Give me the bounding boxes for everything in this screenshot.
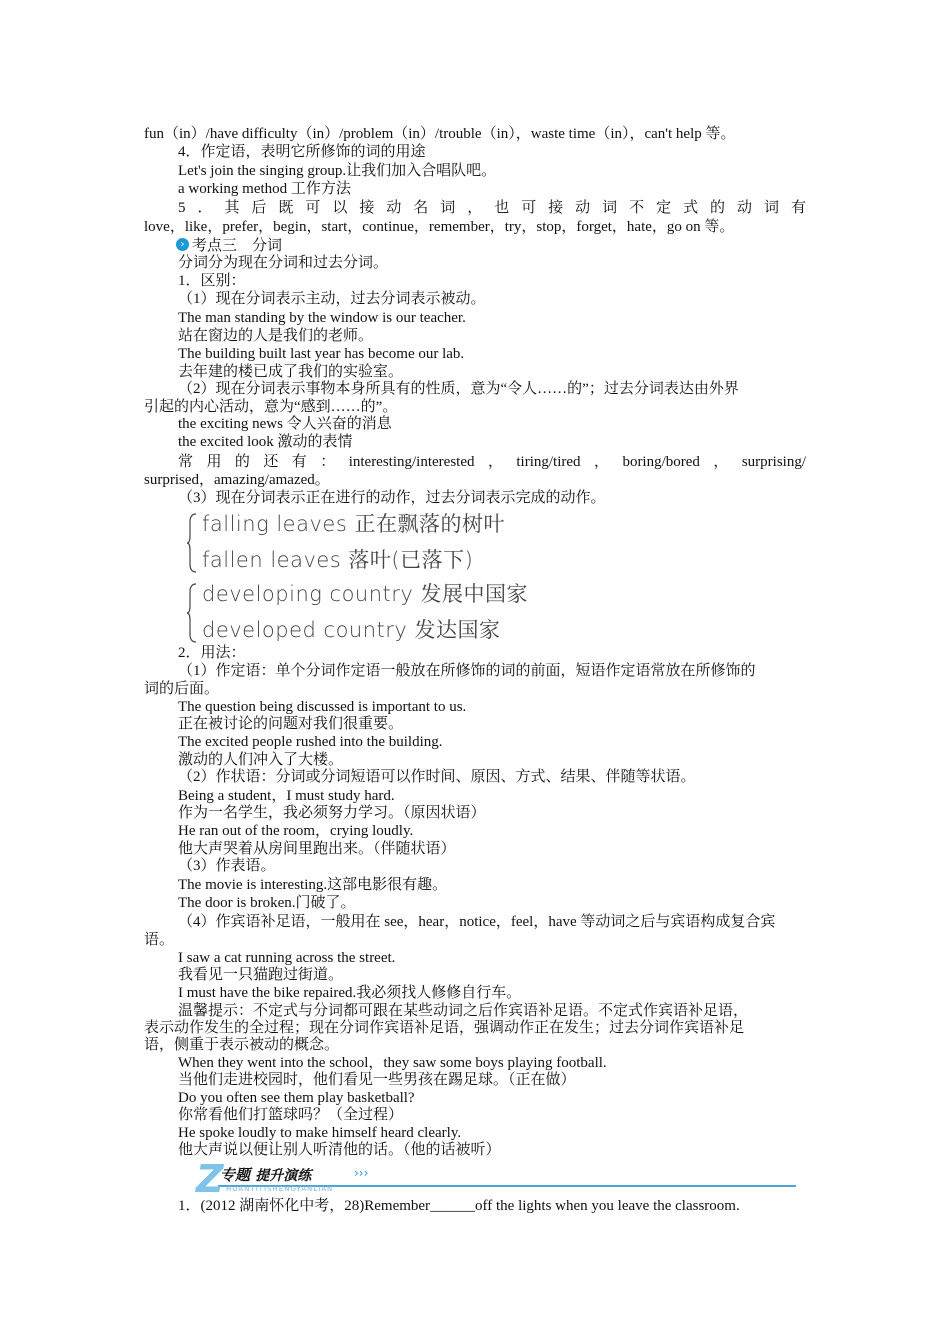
text-line: fun（in）/have difficulty（in）/problem（in）/trouble（in），waste time（in），can't help 等。 — [144, 126, 736, 142]
text-line: 他大声哭着从房间里跑出来。（伴随状语） — [178, 841, 456, 857]
text-line: I must have the bike repaired.我必须找人修修自行车。 — [178, 985, 522, 1001]
section-title: 考点三 分词 — [192, 237, 283, 254]
text-line: Being a student，I must study hard. — [178, 788, 395, 804]
banner-pinyin: HUANTITISHENGYANLIAN — [226, 1185, 334, 1193]
text-line: 分词分为现在分词和过去分词。 — [178, 255, 389, 271]
text-line: （2）作状语：分词或分词短语可以作时间、原因、方式、结果、伴随等状语。 — [178, 769, 696, 785]
text-line: 表示动作发生的全过程；现在分词作宾语补足语，强调动作正在发生；过去分词作宾语补足 — [144, 1020, 745, 1036]
text-line: Let's join the singing group.让我们加入合唱队吧。 — [178, 163, 497, 179]
text-line: surprised，amazing/amazed。 — [144, 472, 330, 488]
text-line: 词的后面。 — [144, 681, 220, 697]
text-line: 4．作定语，表明它所修饰的词的用途 — [178, 144, 426, 160]
banner-title — [220, 1164, 311, 1185]
text-line: （1）作定语：单个分词作定语一般放在所修饰的词的前面，短语作定语常放在所修饰的 — [178, 663, 756, 679]
handwritten-pair — [186, 578, 566, 648]
section-banner — [196, 1157, 796, 1201]
text-line: 语，侧重于表示被动的概念。 — [144, 1037, 340, 1053]
handwritten-line: developed country 发达国家 — [202, 618, 501, 642]
brace-icon — [186, 582, 198, 644]
text-line: I saw a cat running across the street. — [178, 950, 396, 966]
handwritten-line: developing country 发展中国家 — [202, 582, 529, 606]
text-line: the exciting news 令人兴奋的消息 — [178, 416, 392, 432]
text-line: Do you often see them play basketball? — [178, 1090, 415, 1106]
text-line: 当他们走进校园时，他们看见一些男孩在踢足球。（正在做） — [178, 1072, 576, 1088]
text-line: 正在被讨论的问题对我们很重要。 — [178, 716, 404, 732]
banner-logo-letter: Z — [196, 1157, 224, 1201]
text-line: The building built last year has become our lab. — [178, 346, 465, 362]
chevron-right-icon: › — [176, 238, 189, 251]
text-line: 激动的人们冲入了大楼。 — [178, 752, 344, 768]
text-line: When they went into the school，they saw some boys playing football. — [178, 1055, 607, 1071]
text-line: He spoke loudly to make himself heard clearly. — [178, 1125, 462, 1141]
question-line: 1．(2012 湖南怀化中考，28)Remember______off the lights when you leave the classroom. — [178, 1198, 740, 1214]
banner-title-main: 专题 — [220, 1166, 251, 1184]
text-line: （4）作宾语补足语，一般用在 see，hear，notice，feel，have 等动词之后与宾语构成复合宾 — [178, 914, 776, 930]
text-line: The movie is interesting.这部电影很有趣。 — [178, 877, 448, 893]
handwritten-line: fallen leaves 落叶(已落下) — [202, 548, 474, 572]
text-line: 站在窗边的人是我们的老师。 — [178, 328, 374, 344]
text-line: The door is broken.门破了。 — [178, 895, 356, 911]
handwritten-pair — [186, 508, 566, 578]
text-line: （3）作表语。 — [178, 858, 276, 874]
text-line: The excited people rushed into the building. — [178, 734, 443, 750]
text-line: 去年建的楼已成了我们的实验室。 — [178, 364, 404, 380]
text-line: 温馨提示：不定式与分词都可跟在某些动词之后作宾语补足语。不定式作宾语补足语， — [178, 1003, 749, 1019]
text-line: 1．区别： — [178, 273, 246, 289]
text-line: 作为一名学生，我必须努力学习。（原因状语） — [178, 805, 486, 821]
text-line: love，like，prefer，begin，start，continue，remember，try，stop，forget，hate，go on 等。 — [144, 219, 735, 235]
text-line: （3）现在分词表示正在进行的动作，过去分词表示完成的动作。 — [178, 490, 606, 506]
text-line: The question being discussed is important to us. — [178, 699, 467, 715]
brace-icon — [186, 512, 198, 574]
text-line: 你常看他们打篮球吗？（全过程） — [178, 1107, 404, 1123]
section-heading — [176, 235, 282, 253]
text-line: He ran out of the room，crying loudly. — [178, 823, 414, 839]
text-line: （2）现在分词表示事物本身所具有的性质，意为“令人……的”；过去分词表达由外界 — [178, 381, 739, 397]
banner-title-sub: 提升演练 — [255, 1168, 312, 1184]
text-line: 常用的还有：interesting/interested，tiring/tired，boring/bored，surprising/ — [178, 454, 806, 470]
text-line: the excited look 激动的表情 — [178, 434, 353, 450]
text-line: （1）现在分词表示主动，过去分词表示被动。 — [178, 291, 486, 307]
text-line: 语。 — [144, 932, 175, 948]
text-line: The man standing by the window is our teacher. — [178, 310, 466, 326]
text-line: 引起的内心活动，意为“感到……的”。 — [144, 399, 398, 415]
text-line: 5．其后既可以接动名词，也可接动词不定式的动词有 — [178, 200, 806, 216]
handwritten-line: falling leaves 正在飘落的树叶 — [202, 512, 505, 536]
text-line: 我看见一只猫跑过街道。 — [178, 967, 344, 983]
text-line: 他大声说以便让别人听清他的话。（他的话被听） — [178, 1142, 501, 1158]
text-line: 2．用法： — [178, 645, 246, 661]
text-line: a working method 工作方法 — [178, 181, 351, 197]
double-chevron-icon: ››› — [354, 1166, 369, 1180]
